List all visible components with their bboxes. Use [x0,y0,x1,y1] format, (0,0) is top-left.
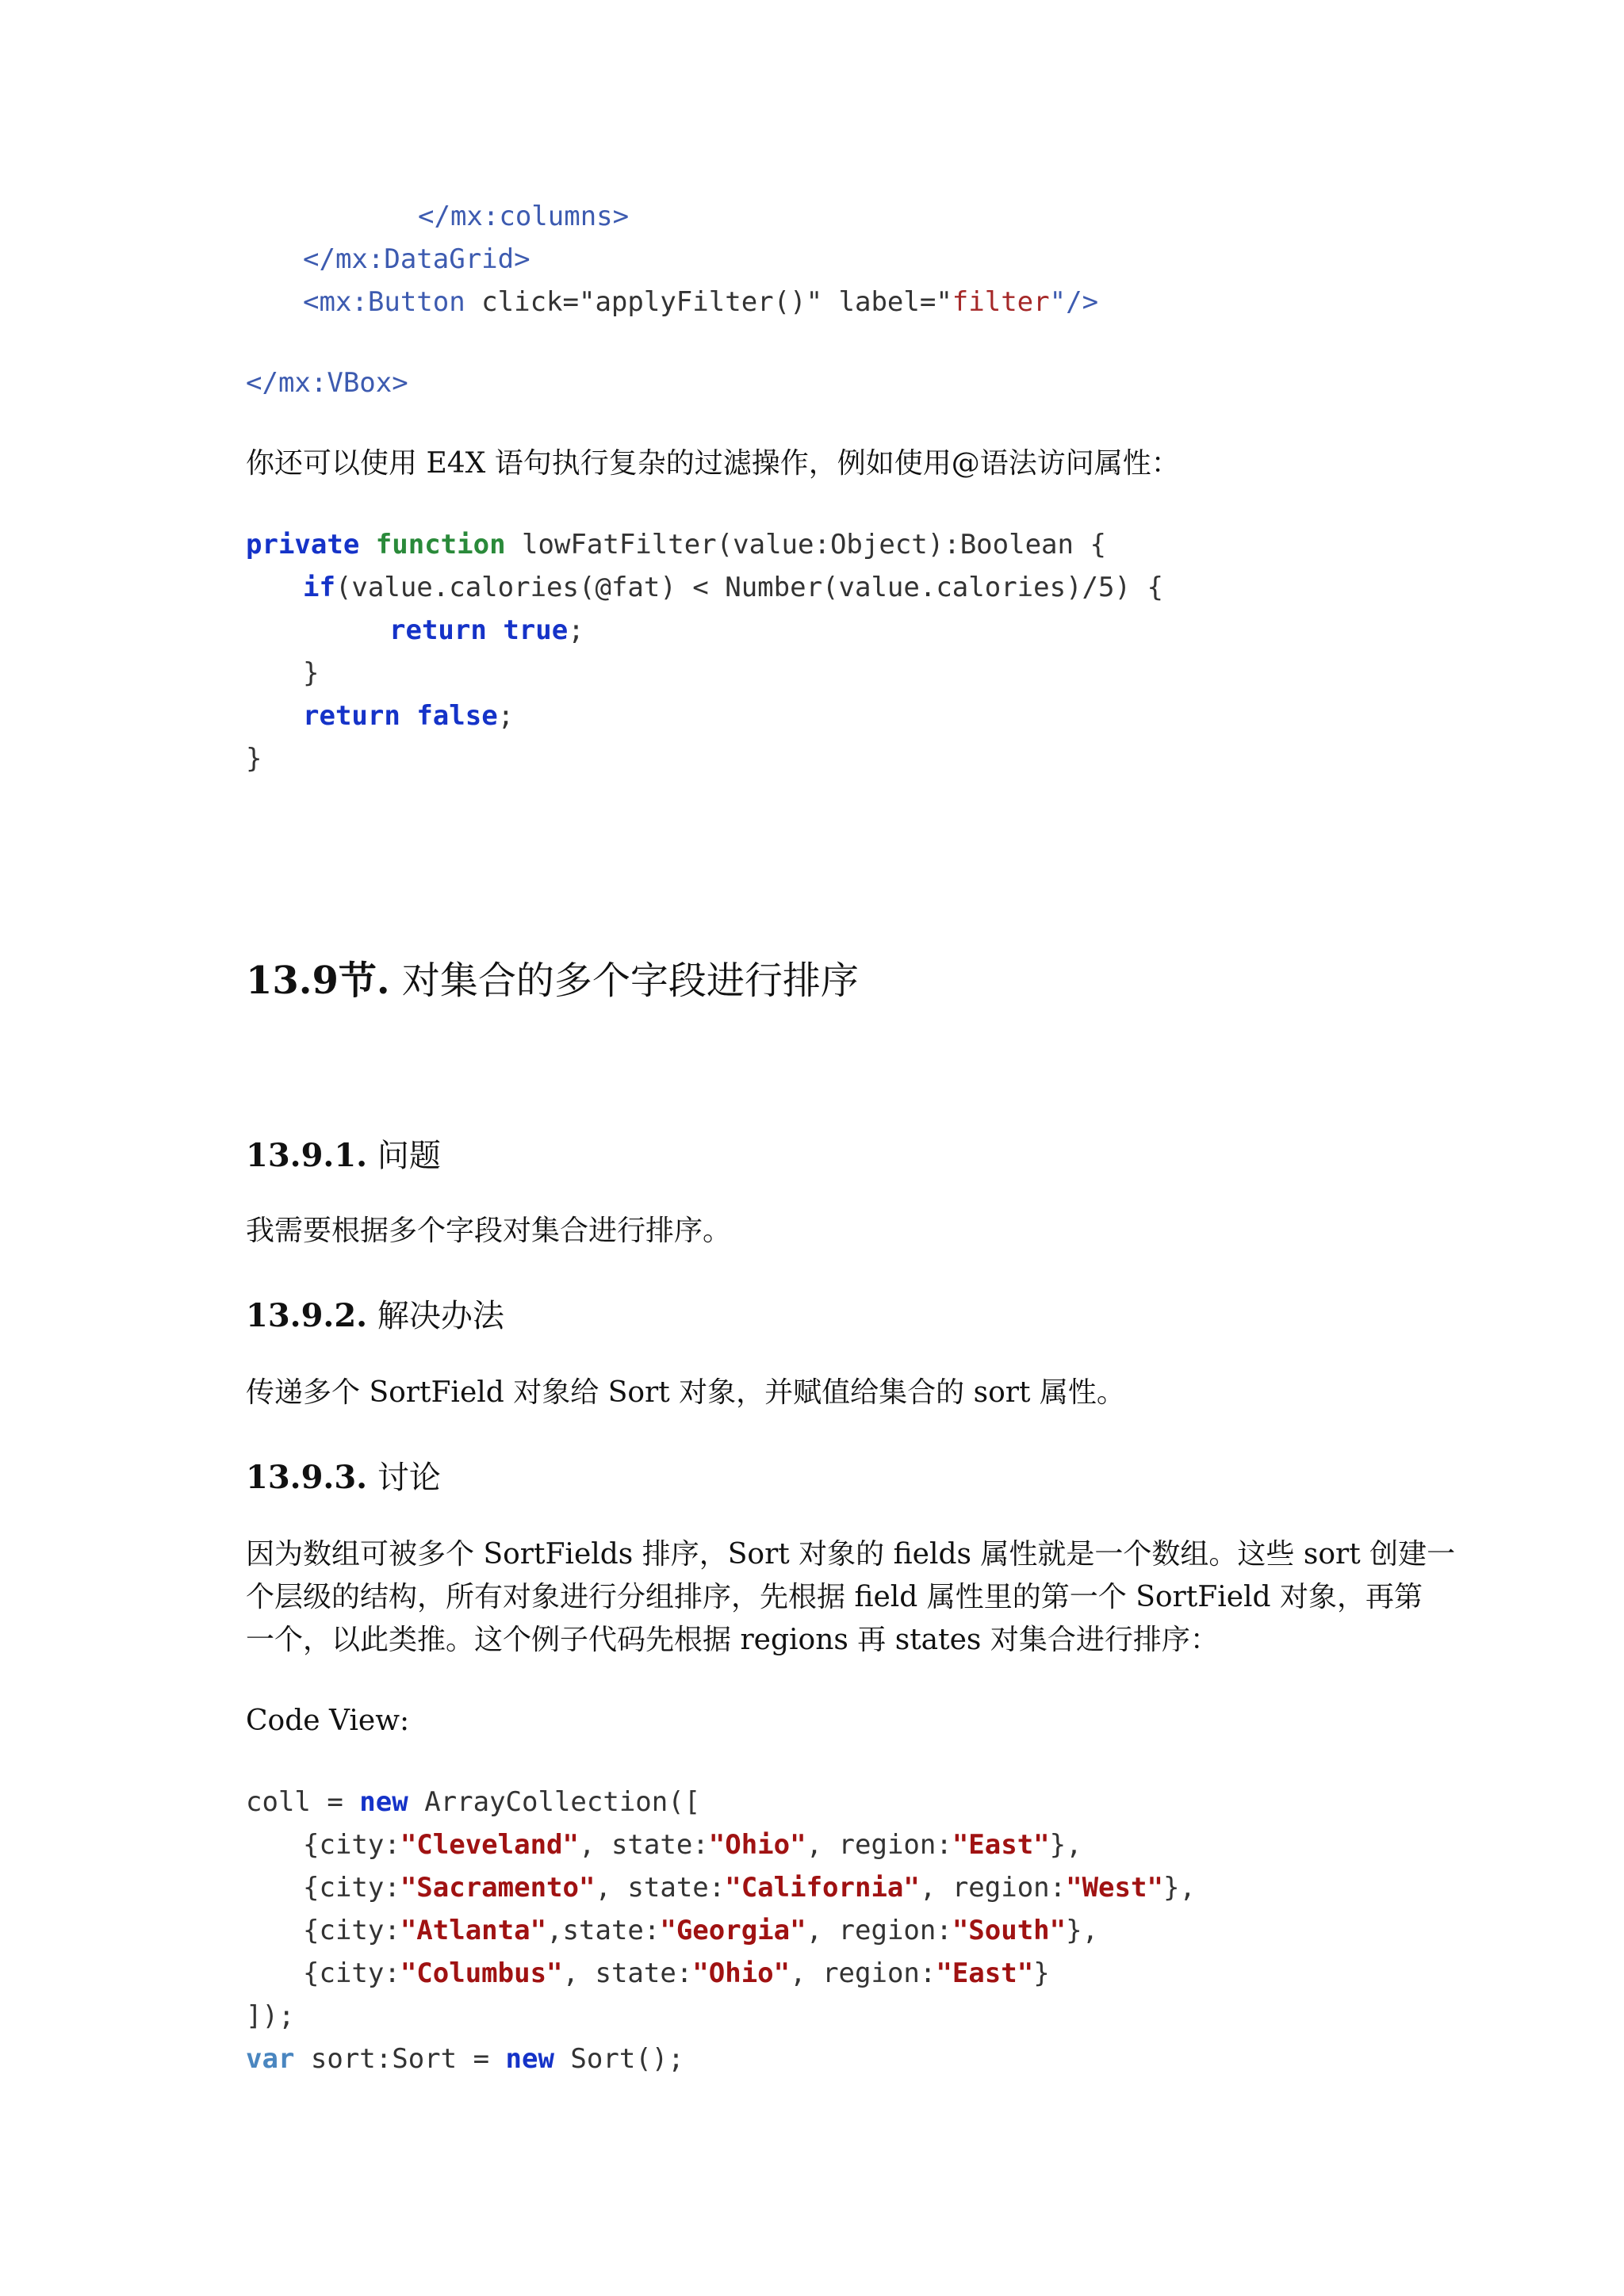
code-token: private [246,529,360,561]
paragraph-discussion-line: 个层级的结构，所有对象进行分组排序，先根据 field 属性里的第一个 SortField 对象，再第 [246,1581,1423,1613]
code-token: }, [1049,1829,1082,1861]
code-token: if [303,572,335,603]
code-token: {city: [303,1829,400,1861]
code-token: "South" [952,1915,1067,1946]
code-token: {city: [303,1915,400,1946]
paragraph-solution: 传递多个 SortField 对象给 Sort 对象，并赋值给集合的 sort 属性。 [246,1376,1125,1409]
code-token: "Columbus" [400,1957,563,1989]
code-token: , region: [806,1829,952,1861]
code-token: }, [1162,1872,1196,1904]
code-token: return [303,700,400,732]
code-token: (value.calories(@fat) < Number(value.calories)/5) { [335,572,1163,603]
code-token: ; [497,700,515,732]
code-token: </mx:columns> [418,201,630,232]
code-token: "West" [1066,1872,1163,1904]
code-token: "Ohio" [708,1829,806,1861]
paragraph-discussion-line: 一个，以此类推。这个例子代码先根据 regions 再 states 对集合进行排序： [246,1624,1219,1656]
subsection-heading-discussion [246,1452,441,1498]
code-token: }, [1066,1915,1099,1946]
code-token: "Sacramento" [400,1872,596,1904]
subsection-heading-problem [246,1131,441,1176]
subsection-number: 13.9.2. [246,1297,368,1334]
code-line [418,195,629,238]
code-token: filter [952,286,1050,318]
code-line [303,281,1098,323]
code-line [246,362,408,404]
code-token: "East" [952,1829,1050,1861]
code-token: , region: [790,1957,936,1989]
paragraph-e4x: 你还可以使用 E4X 语句执行复杂的过滤操作，例如使用@语法访问属性： [246,447,1180,480]
code-token: {city: [303,1957,400,1989]
code-token: var [246,2043,295,2075]
subsection-number: 13.9.3. [246,1459,368,1496]
code-token: "East" [936,1957,1034,1989]
code-token: return [389,614,487,646]
subsection-title: 问题 [367,1138,441,1174]
code-line [246,737,262,780]
code-line [246,523,1106,566]
section-number: 13.9节. [246,959,390,1003]
code-token: coll = [246,1786,360,1818]
code-token: } [303,657,320,689]
subsection-heading-solution [246,1291,504,1336]
code-line [303,1823,1082,1866]
code-token: <mx:Button [303,286,465,318]
code-token: "/> [1049,286,1099,318]
code-token: new [359,1786,408,1818]
code-token: </mx:DataGrid> [303,243,530,275]
code-token: function [375,529,506,561]
code-token: </mx:VBox> [246,367,408,399]
code-token: lowFatFilter(value:Object):Boolean { [505,529,1106,561]
section-heading [246,950,859,1004]
code-token: false [416,700,498,732]
code-token: "Atlanta" [400,1915,547,1946]
code-token: , state: [562,1957,693,1989]
code-token: "Ohio" [692,1957,791,1989]
code-token: , state: [579,1829,709,1861]
code-token: "California" [725,1872,920,1904]
code-line [303,1866,1196,1909]
code-line [303,652,319,695]
code-token: ; [568,614,584,646]
code-view-label: Code View: [246,1705,410,1737]
subsection-title: 讨论 [367,1460,441,1496]
code-token: "Georgia" [660,1915,806,1946]
subsection-number: 13.9.1. [246,1137,368,1174]
code-line [246,2038,684,2080]
code-token: , region: [919,1872,1067,1904]
code-token: ,state: [546,1915,661,1946]
paragraph-problem: 我需要根据多个字段对集合进行排序。 [246,1215,732,1247]
code-line [303,566,1163,609]
code-token: , state: [595,1872,726,1904]
code-token: , region: [806,1915,952,1946]
code-token: } [246,743,262,775]
code-line [303,238,530,281]
code-token: Sort(); [553,2043,684,2075]
code-token: "Cleveland" [400,1829,579,1861]
code-line [303,1909,1098,1952]
code-token: } [1033,1957,1050,1989]
code-token: new [505,2043,554,2075]
code-line [303,695,514,737]
section-title: 对集合的多个字段进行排序 [389,959,859,1003]
code-token: {city: [303,1872,400,1904]
paragraph-discussion-line: 因为数组可被多个 SortFields 排序，Sort 对象的 fields 属性就是一个数组。这些 sort 创建一 [246,1538,1456,1571]
code-token: true [503,614,569,646]
code-token: ArrayCollection([ [408,1786,701,1818]
code-token: ]); [246,2000,295,2032]
code-line [389,609,584,652]
code-line [246,1781,700,1823]
code-token: click="applyFilter()" label=" [465,286,952,318]
subsection-title: 解决办法 [367,1298,504,1334]
code-line [246,1995,294,2038]
code-line [303,1952,1050,1995]
code-token: sort:Sort = [294,2043,506,2075]
